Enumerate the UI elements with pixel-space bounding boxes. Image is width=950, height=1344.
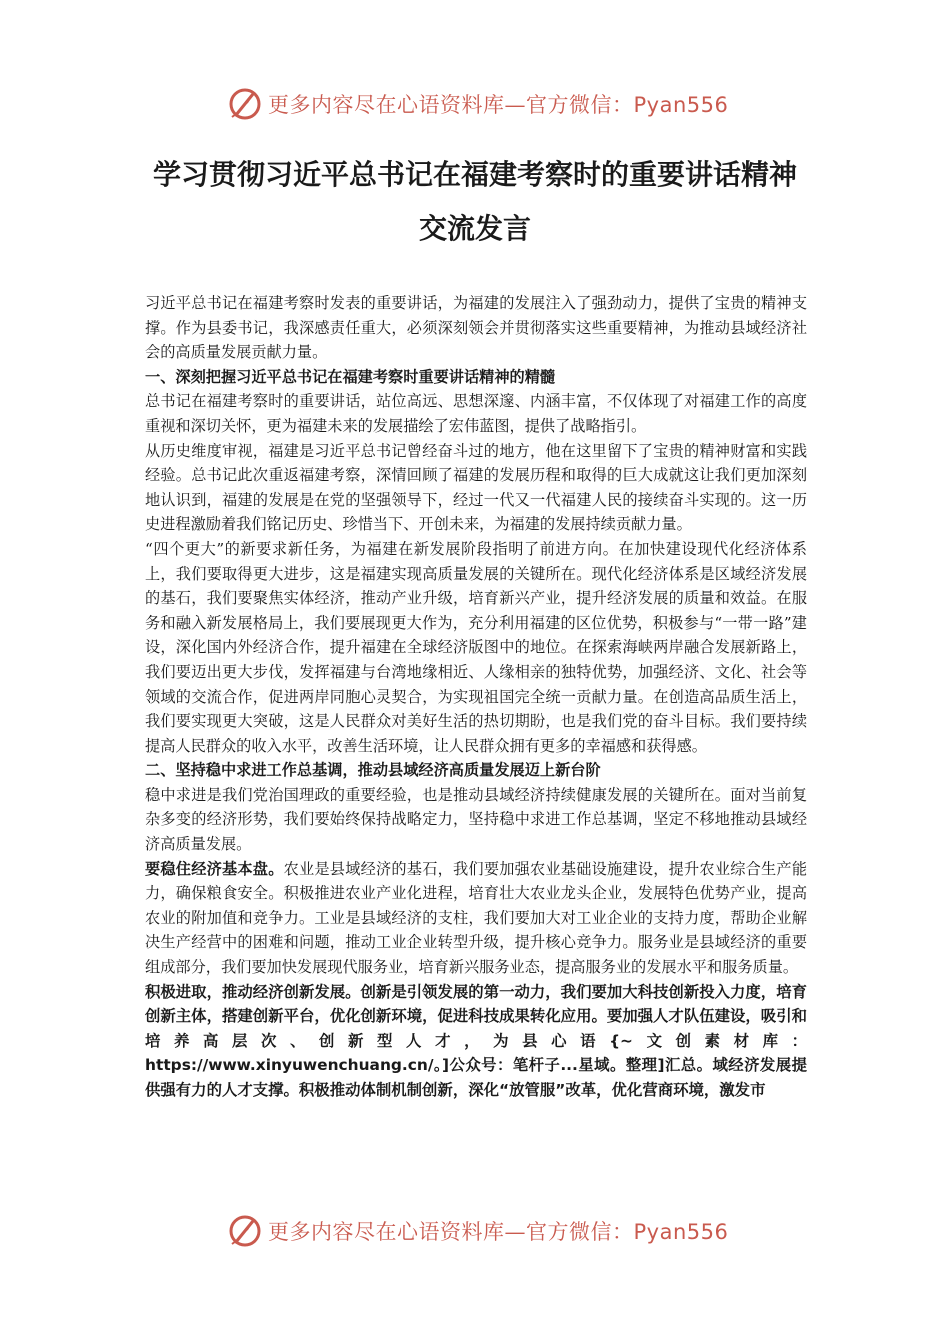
paragraph-6: 积极进取，推动经济创新发展。创新是引领发展的第一动力，我们要加大科技创新投入力度，培育创新主体，搭建创新平台，优化创新环境，促进科技成果转化应用。要加强人才队伍建设，吸引和培养高层次、创新型人才，为县心语{~文创素材库：https://www.xinyuwenchuang.cn/。]公众号：笔杆子...星域。整理]汇总。域经济发展提供强有力的人才支撑。积极推动体制机制创新，深化“放管服”改革，优化营商环境，激发市 [145, 982, 807, 1099]
header-banner [228, 84, 728, 124]
paragraph-5 [145, 857, 807, 980]
footer-banner [228, 1211, 728, 1251]
intro-paragraph: 习近平总书记在福建考察时发表的重要讲话，为福建的发展注入了强劲动力，提供了宝贵的精神支撑。作为县委书记，我深感责任重大，必须深刻领会并贯彻落实这些重要精神，为推动县域经济社会的高质量发展贡献力量。 [145, 294, 807, 362]
paragraph-4: 稳中求进是我们党治国理政的重要经验，也是推动县域经济持续健康发展的关键所在。面对当前复杂多变的经济形势，我们要始终保持战略定力，坚持稳中求进工作总基调，坚定不移地推动县域经济高质量发展。 [145, 785, 807, 854]
wechat-id: Pyan556 [633, 1220, 729, 1244]
section-heading-1: 一、深刻把握习近平总书记在福建考察时重要讲话精神的精髓 [145, 367, 556, 386]
title-line-2: 交流发言 [418, 212, 531, 245]
title-line-1: 学习贯彻习近平总书记在福建考察时的重要讲话精神 [152, 158, 797, 191]
paragraph-5-lead: 要稳住经济基本盘。 [145, 859, 284, 878]
paragraph-2: 从历史维度审视，福建是习近平总书记曾经奋斗过的地方，他在这里留下了宝贵的精神财富和实践经验。总书记此次重返福建考察，深情回顾了福建的发展历程和取得的巨大成就这让我们更加深刻地认识到，福建的发展是在党的坚强领导下，经过一代又一代福建人民的接续奋斗实现的。这一历史进程激励着我们铭记历史、珍惜当下、开创未来，为福建的发展持续贡献力量。 [145, 441, 807, 534]
paragraph-5-body: 农业是县域经济的基石，我们要加强农业基础设施建设，提升农业综合生产能力，确保粮食安全。积极推进农业产业化进程，培育壮大农业龙头企业，发展特色优势产业，提高农业的附加值和竞争力。工业是县域经济的支柱，我们要加大对工业企业的支持力度，帮助企业解决生产经营中的困难和问题，推动工业企业转型升级，提升核心竞争力。服务业是县域经济的重要组成部分，我们要加快发展现代服务业，培育新兴服务业态，提高服务业的发展水平和服务质量。 [145, 859, 808, 977]
wechat-id: Pyan556 [633, 93, 729, 117]
quill-logo-icon [228, 1214, 262, 1248]
section-heading-2: 二、坚持稳中求进工作总基调，推动县域经济高质量发展迈上新台阶 [145, 761, 601, 780]
paragraph-3: “四个更大”的新要求新任务，为福建在新发展阶段指明了前进方向。在加快建设现代化经济体系上，我们要取得更大进步，这是福建实现高质量发展的关键所在。现代化经济体系是区域经济发展的基石，我们要聚焦实体经济，推动产业升级，培育新兴产业，提升经济发展的质量和效益。在服务和融入新发展格局上，我们要展现更大作为，充分利用福建的区位优势，积极参与“一带一路”建设，深化国内外经济合作，提升福建在全球经济版图中的地位。在探索海峡两岸融合发展新路上，我们要迈出更大步伐，发挥福建与台湾地缘相近、人缘相亲的独特优势，加强经济、文化、社会等领域的交流合作，促进两岸同胞心灵契合，为实现祖国完全统一贡献力量。在创造高品质生活上，我们要实现更大突破，这是人民群众对美好生活的热切期盼，也是我们党的奋斗目标。我们要持续提高人民群众的收入水平，改善生活环境，让人民群众拥有更多的幸福感和获得感。 [145, 539, 807, 755]
paragraph-1: 总书记在福建考察时的重要讲话，站位高远、思想深邃、内涵丰富，不仅体现了对福建工作的高度重视和深切关怀，更为福建未来的发展描绘了宏伟蓝图，提供了战略指引。 [145, 392, 807, 435]
quill-logo-icon [228, 87, 262, 121]
document-title [130, 148, 820, 256]
banner-text: 更多内容尽在心语资料库—官方微信：Pyan556 [268, 1220, 729, 1244]
banner-text: 更多内容尽在心语资料库—官方微信：Pyan556 [268, 93, 729, 117]
document-body [145, 291, 807, 1103]
